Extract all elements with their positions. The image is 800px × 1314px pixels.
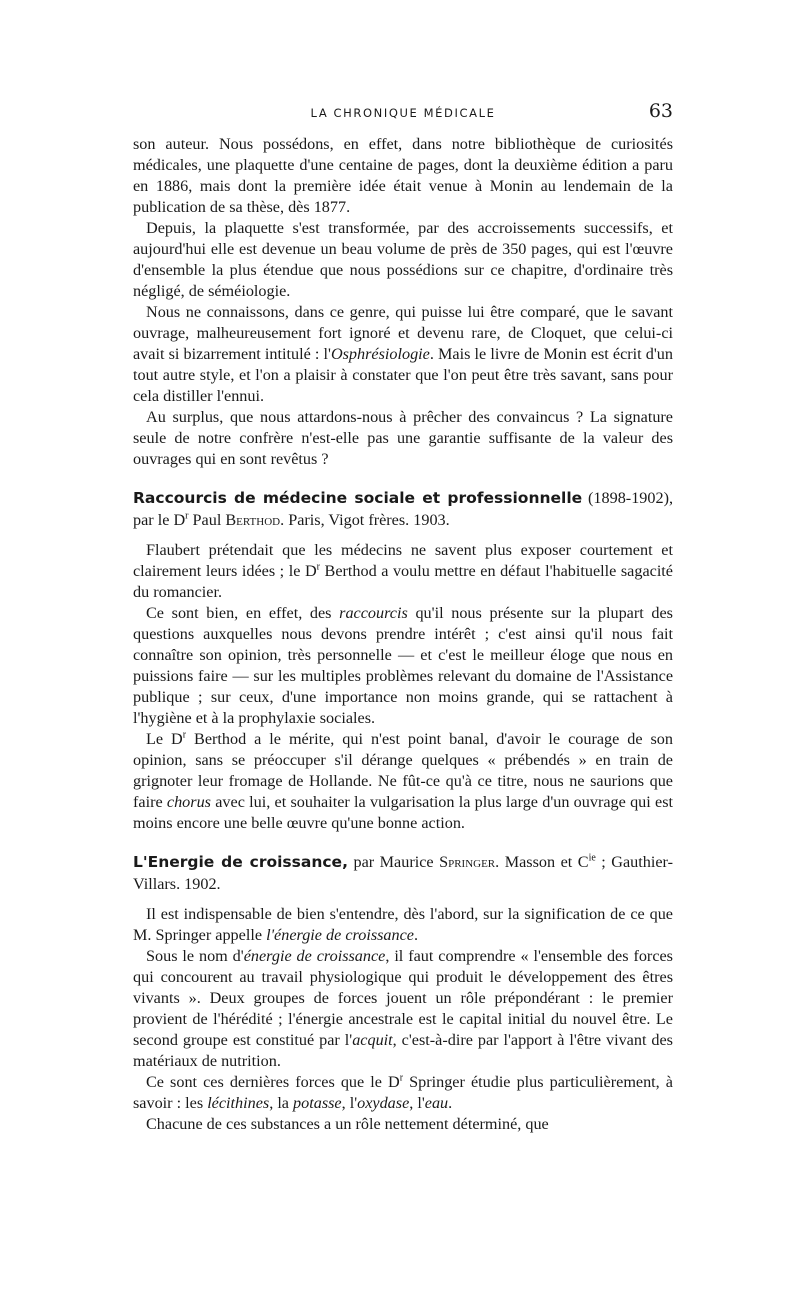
review-1-title: Raccourcis de médecine sociale et professionnelle <box>133 489 583 507</box>
review-1-heading: Raccourcis de médecine sociale et professionnelle (1898-1902), par le $D^r$ Paul Berthod. Paris, Vigot frères. 1903. <box>133 489 674 529</box>
review-1-paragraph-1: Flaubert prétendait que les médecins ne savent plus exposer courtement et clairement leurs idées ; le $D^r$ Berthod a voulu mettre en défaut l'habituelle sagacité du romancier. <box>133 541 673 601</box>
review-2-author: Springer <box>439 853 496 871</box>
intro-paragraph-1: son auteur. Nous possédons, en effet, dans notre bibliothèque de curiosités médicales, une plaquette d'une centaine de pages, dont la deuxième édition a paru en 1886, mais dont la première idée était venue à Monin au lendemain de la publication de sa thèse, dès 1877. <box>133 135 673 216</box>
intro-paragraph-3: Nous ne connaissons, dans ce genre, qui puisse lui être comparé, que le savant ouvrage, malheureusement fort ignoré et devenu rare, de Cloquet, que celui-ci avait si bizarrement intitulé : l'Osphrésiologie. Mais le livre de Monin est écrit d'un tout autre style, et l'on a plaisir à constater que l'on peut être très savant, sans pour cela distiller l'ennui. <box>133 303 673 405</box>
page <box>133 100 673 1135</box>
intro-paragraph-2: Depuis, la plaquette s'est transformée, par des accroissements successifs, et aujourd'hui elle est devenue un beau volume de près de 350 pages, qui est l'œuvre d'ensemble la plus étendue que nous possédions sur ce chapitre, d'ordinaire très négligé, de séméiologie. <box>133 219 673 300</box>
page-number: 63 <box>648 100 673 122</box>
review-2-paragraph-2: Sous le nom d'énergie de croissance, il faut comprendre « l'ensemble des forces qui concourent au travail physiologique qui produit le développement des êtres vivants ». Deux groupes de forces jouent un rôle prépondérant : le premier provient de l'hérédité ; l'énergie ancestrale est le capital initial du nouvel être. Le second groupe est constitué par l'acquit, c'est-à-dire par l'apport à l'être vivant des matériaux de nutrition. <box>133 947 673 1070</box>
running-title: LA CHRONIQUE MÉDICALE <box>310 106 496 120</box>
review-2-heading: L'Energie de croissance, par Maurice Springer. Masson et $C^{ie}$ ; Gauthier-Villars. 1902. <box>133 852 673 893</box>
running-head <box>133 100 673 134</box>
review-2-paragraph-4: Chacune de ces substances a un rôle nettement déterminé, que <box>146 1115 549 1133</box>
intro-paragraph-4: Au surplus, que nous attardons-nous à prêcher des convaincus ? La signature seule de notre confrère n'est-elle pas une garantie suffisante de la valeur des ouvrages qui en sont revêtus ? <box>133 408 673 468</box>
review-2-title: L'Energie de croissance, <box>133 853 348 871</box>
review-1-paragraph-3: Le $D^r$ Berthod a le mérite, qui n'est point banal, d'avoir le courage de son opinion, sans se préoccuper s'il dérange quelques « prébendés » en train de grignoter leur fromage de Hollande. Ne fût-ce qu'à ce titre, nous ne saurions que faire chorus avec lui, et souhaiter la vulgarisation la plus large d'un ouvrage qui est moins encore une belle œuvre qu'une bonne action. <box>133 729 673 832</box>
review-1-author: Berthod <box>225 511 281 529</box>
review-2-paragraph-1: Il est indispensable de bien s'entendre, dès l'abord, sur la signification de ce que M. Springer appelle l'énergie de croissance. <box>133 905 673 944</box>
review-1-paragraph-2: Ce sont bien, en effet, des raccourcis qu'il nous présente sur la plupart des questions auxquelles nous devons prendre intérêt ; c'est ainsi qu'il nous fait connaître son opinion, très personnelle — et c'est le meilleur éloge que nous en puissions faire — sur les multiples problèmes relevant du domaine de l'Assistance publique ; sur ceux, d'une importance non moins grande, qui se rattachent à l'hygiène et à la prophylaxie sociales. <box>133 604 673 727</box>
review-2-paragraph-3: Ce sont ces dernières forces que le $D^r$ Springer étudie plus particulièrement, à savoir : les lécithines, la potasse, l'oxydase, l'eau. <box>133 1072 673 1112</box>
